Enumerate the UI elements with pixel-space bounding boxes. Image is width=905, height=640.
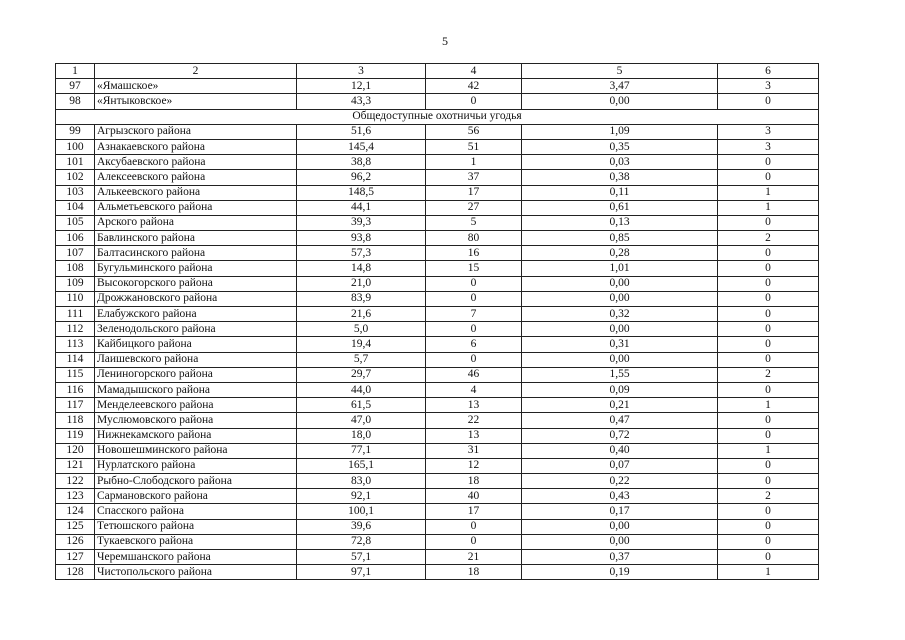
row-quota: 0 xyxy=(718,458,819,473)
table-row xyxy=(56,489,819,504)
row-quota: 0 xyxy=(718,550,819,565)
row-area: 12,1 xyxy=(297,79,426,94)
row-area: 44,0 xyxy=(297,382,426,397)
row-number: 105 xyxy=(56,215,95,230)
row-density: 0,00 xyxy=(522,291,718,306)
row-count: 5 xyxy=(426,215,522,230)
row-area: 61,5 xyxy=(297,398,426,413)
row-name: Нурлатского района xyxy=(95,458,297,473)
table-row xyxy=(56,231,819,246)
row-quota: 0 xyxy=(718,261,819,276)
row-density: 3,47 xyxy=(522,79,718,94)
row-density: 0,40 xyxy=(522,443,718,458)
row-density: 0,38 xyxy=(522,170,718,185)
row-count: 80 xyxy=(426,231,522,246)
row-number: 121 xyxy=(56,458,95,473)
row-quota: 0 xyxy=(718,155,819,170)
table-row xyxy=(56,200,819,215)
row-area: 39,6 xyxy=(297,519,426,534)
table-row xyxy=(56,155,819,170)
row-count: 17 xyxy=(426,185,522,200)
row-number: 108 xyxy=(56,261,95,276)
row-count: 7 xyxy=(426,307,522,322)
table-row xyxy=(56,337,819,352)
table-row xyxy=(56,550,819,565)
table-row xyxy=(56,124,819,139)
row-quota: 1 xyxy=(718,200,819,215)
column-header: 2 xyxy=(95,64,297,79)
row-count: 40 xyxy=(426,489,522,504)
row-count: 0 xyxy=(426,276,522,291)
row-count: 18 xyxy=(426,474,522,489)
row-number: 107 xyxy=(56,246,95,261)
row-name: Менделеевского района xyxy=(95,398,297,413)
row-area: 83,9 xyxy=(297,291,426,306)
table-row xyxy=(56,352,819,367)
row-area: 39,3 xyxy=(297,215,426,230)
row-name: Алькеевского района xyxy=(95,185,297,200)
table-row xyxy=(56,565,819,580)
row-area: 38,8 xyxy=(297,155,426,170)
row-number: 119 xyxy=(56,428,95,443)
row-count: 6 xyxy=(426,337,522,352)
row-count: 1 xyxy=(426,155,522,170)
table-row xyxy=(56,276,819,291)
row-area: 57,3 xyxy=(297,246,426,261)
row-quota: 0 xyxy=(718,276,819,291)
row-number: 128 xyxy=(56,565,95,580)
row-density: 0,28 xyxy=(522,246,718,261)
table-row xyxy=(56,322,819,337)
row-area: 5,7 xyxy=(297,352,426,367)
table-row xyxy=(56,428,819,443)
row-density: 0,11 xyxy=(522,185,718,200)
row-quota: 0 xyxy=(718,428,819,443)
row-number: 122 xyxy=(56,474,95,489)
row-quota: 3 xyxy=(718,79,819,94)
row-quota: 0 xyxy=(718,215,819,230)
row-name: Азнакаевского района xyxy=(95,139,297,154)
row-name: Бугульминского района xyxy=(95,261,297,276)
row-area: 145,4 xyxy=(297,139,426,154)
row-count: 51 xyxy=(426,139,522,154)
row-count: 37 xyxy=(426,170,522,185)
row-area: 44,1 xyxy=(297,200,426,215)
row-name: Зеленодольского района xyxy=(95,322,297,337)
row-quota: 0 xyxy=(718,307,819,322)
row-number: 111 xyxy=(56,307,95,322)
hunting-grounds-table xyxy=(55,63,819,580)
row-quota: 0 xyxy=(718,474,819,489)
row-name: Балтасинского района xyxy=(95,246,297,261)
row-number: 97 xyxy=(56,79,95,94)
row-density: 1,01 xyxy=(522,261,718,276)
row-quota: 2 xyxy=(718,489,819,504)
row-name: Кайбицкого района xyxy=(95,337,297,352)
column-header: 6 xyxy=(718,64,819,79)
table-row xyxy=(56,215,819,230)
row-quota: 0 xyxy=(718,322,819,337)
row-number: 110 xyxy=(56,291,95,306)
row-number: 98 xyxy=(56,94,95,109)
row-density: 0,00 xyxy=(522,519,718,534)
row-name: Тукаевского района xyxy=(95,534,297,549)
row-count: 16 xyxy=(426,246,522,261)
row-density: 0,32 xyxy=(522,307,718,322)
row-area: 96,2 xyxy=(297,170,426,185)
row-area: 57,1 xyxy=(297,550,426,565)
row-count: 0 xyxy=(426,94,522,109)
row-name: Дрожжановского района xyxy=(95,291,297,306)
row-number: 120 xyxy=(56,443,95,458)
row-quota: 0 xyxy=(718,291,819,306)
row-number: 114 xyxy=(56,352,95,367)
row-number: 106 xyxy=(56,231,95,246)
row-name: Бавлинского района xyxy=(95,231,297,246)
table-row xyxy=(56,246,819,261)
row-density: 0,19 xyxy=(522,565,718,580)
row-area: 92,1 xyxy=(297,489,426,504)
table-row xyxy=(56,291,819,306)
row-area: 77,1 xyxy=(297,443,426,458)
row-area: 19,4 xyxy=(297,337,426,352)
row-count: 0 xyxy=(426,322,522,337)
row-area: 14,8 xyxy=(297,261,426,276)
row-number: 126 xyxy=(56,534,95,549)
row-quota: 0 xyxy=(718,352,819,367)
row-quota: 0 xyxy=(718,519,819,534)
row-name: Алексеевского района xyxy=(95,170,297,185)
table-row xyxy=(56,94,819,109)
row-count: 13 xyxy=(426,398,522,413)
row-name: Муслюмовского района xyxy=(95,413,297,428)
row-count: 4 xyxy=(426,382,522,397)
row-quota: 1 xyxy=(718,443,819,458)
row-density: 0,00 xyxy=(522,94,718,109)
row-count: 18 xyxy=(426,565,522,580)
row-area: 51,6 xyxy=(297,124,426,139)
row-quota: 3 xyxy=(718,124,819,139)
row-area: 148,5 xyxy=(297,185,426,200)
row-area: 21,0 xyxy=(297,276,426,291)
row-number: 125 xyxy=(56,519,95,534)
row-name: «Янтыковское» xyxy=(95,94,297,109)
table-row xyxy=(56,519,819,534)
section-row xyxy=(56,109,819,124)
row-number: 117 xyxy=(56,398,95,413)
table-row xyxy=(56,504,819,519)
table-row xyxy=(56,367,819,382)
row-area: 83,0 xyxy=(297,474,426,489)
row-name: «Ямашское» xyxy=(95,79,297,94)
row-quota: 0 xyxy=(718,337,819,352)
row-name: Сармановского района xyxy=(95,489,297,504)
row-density: 0,47 xyxy=(522,413,718,428)
table-row xyxy=(56,307,819,322)
row-density: 0,21 xyxy=(522,398,718,413)
row-name: Спасского района xyxy=(95,504,297,519)
row-count: 22 xyxy=(426,413,522,428)
row-area: 93,8 xyxy=(297,231,426,246)
row-area: 5,0 xyxy=(297,322,426,337)
column-header: 1 xyxy=(56,64,95,79)
row-area: 21,6 xyxy=(297,307,426,322)
row-area: 100,1 xyxy=(297,504,426,519)
row-density: 0,13 xyxy=(522,215,718,230)
row-density: 0,22 xyxy=(522,474,718,489)
row-density: 0,00 xyxy=(522,322,718,337)
row-quota: 0 xyxy=(718,170,819,185)
row-quota: 1 xyxy=(718,565,819,580)
row-area: 165,1 xyxy=(297,458,426,473)
row-count: 0 xyxy=(426,352,522,367)
row-density: 0,35 xyxy=(522,139,718,154)
row-count: 17 xyxy=(426,504,522,519)
row-count: 31 xyxy=(426,443,522,458)
row-name: Новошешминского района xyxy=(95,443,297,458)
column-header: 4 xyxy=(426,64,522,79)
row-area: 72,8 xyxy=(297,534,426,549)
row-number: 124 xyxy=(56,504,95,519)
row-count: 15 xyxy=(426,261,522,276)
row-count: 0 xyxy=(426,519,522,534)
row-density: 0,00 xyxy=(522,276,718,291)
table-row xyxy=(56,382,819,397)
row-number: 112 xyxy=(56,322,95,337)
row-name: Лаишевского района xyxy=(95,352,297,367)
row-density: 0,85 xyxy=(522,231,718,246)
section-title: Общедоступные охотничьи угодья xyxy=(56,109,819,124)
row-name: Рыбно-Слободского района xyxy=(95,474,297,489)
row-number: 99 xyxy=(56,124,95,139)
row-density: 0,43 xyxy=(522,489,718,504)
table-row xyxy=(56,185,819,200)
row-number: 115 xyxy=(56,367,95,382)
table-row xyxy=(56,413,819,428)
row-quota: 0 xyxy=(718,504,819,519)
row-density: 0,37 xyxy=(522,550,718,565)
table-row xyxy=(56,474,819,489)
row-area: 29,7 xyxy=(297,367,426,382)
row-number: 100 xyxy=(56,139,95,154)
row-density: 1,09 xyxy=(522,124,718,139)
row-count: 12 xyxy=(426,458,522,473)
table-row xyxy=(56,261,819,276)
row-count: 42 xyxy=(426,79,522,94)
row-density: 0,07 xyxy=(522,458,718,473)
row-count: 21 xyxy=(426,550,522,565)
row-name: Елабужского района xyxy=(95,307,297,322)
row-number: 103 xyxy=(56,185,95,200)
row-density: 0,00 xyxy=(522,534,718,549)
row-number: 101 xyxy=(56,155,95,170)
row-quota: 2 xyxy=(718,231,819,246)
table-row xyxy=(56,170,819,185)
page-number: 5 xyxy=(442,34,448,48)
row-quota: 1 xyxy=(718,185,819,200)
row-quota: 2 xyxy=(718,367,819,382)
row-number: 116 xyxy=(56,382,95,397)
row-density: 0,17 xyxy=(522,504,718,519)
row-name: Альметьевского района xyxy=(95,200,297,215)
row-count: 27 xyxy=(426,200,522,215)
column-header: 5 xyxy=(522,64,718,79)
row-name: Арского района xyxy=(95,215,297,230)
row-name: Мамадышского района xyxy=(95,382,297,397)
row-quota: 0 xyxy=(718,94,819,109)
row-density: 0,03 xyxy=(522,155,718,170)
row-area: 43,3 xyxy=(297,94,426,109)
table-row xyxy=(56,79,819,94)
row-density: 0,09 xyxy=(522,382,718,397)
row-name: Высокогорского района xyxy=(95,276,297,291)
row-quota: 0 xyxy=(718,382,819,397)
row-density: 0,31 xyxy=(522,337,718,352)
table-row xyxy=(56,443,819,458)
row-name: Аксубаевского района xyxy=(95,155,297,170)
row-name: Черемшанского района xyxy=(95,550,297,565)
row-count: 0 xyxy=(426,534,522,549)
table-row xyxy=(56,398,819,413)
row-number: 118 xyxy=(56,413,95,428)
row-density: 0,00 xyxy=(522,352,718,367)
table-row xyxy=(56,458,819,473)
row-number: 113 xyxy=(56,337,95,352)
row-name: Агрызского района xyxy=(95,124,297,139)
row-name: Лениногорского района xyxy=(95,367,297,382)
row-name: Тетюшского района xyxy=(95,519,297,534)
row-count: 56 xyxy=(426,124,522,139)
column-header: 3 xyxy=(297,64,426,79)
row-number: 104 xyxy=(56,200,95,215)
row-area: 18,0 xyxy=(297,428,426,443)
row-quota: 1 xyxy=(718,398,819,413)
row-number: 109 xyxy=(56,276,95,291)
table-row xyxy=(56,139,819,154)
table-row xyxy=(56,534,819,549)
row-density: 0,61 xyxy=(522,200,718,215)
table-header-row xyxy=(56,64,819,79)
row-density: 0,72 xyxy=(522,428,718,443)
row-area: 47,0 xyxy=(297,413,426,428)
row-number: 102 xyxy=(56,170,95,185)
row-count: 46 xyxy=(426,367,522,382)
row-count: 13 xyxy=(426,428,522,443)
row-name: Нижнекамского района xyxy=(95,428,297,443)
row-density: 1,55 xyxy=(522,367,718,382)
row-count: 0 xyxy=(426,291,522,306)
row-quota: 3 xyxy=(718,139,819,154)
row-name: Чистопольского района xyxy=(95,565,297,580)
row-quota: 0 xyxy=(718,413,819,428)
row-quota: 0 xyxy=(718,246,819,261)
row-number: 123 xyxy=(56,489,95,504)
row-number: 127 xyxy=(56,550,95,565)
row-area: 97,1 xyxy=(297,565,426,580)
row-quota: 0 xyxy=(718,534,819,549)
